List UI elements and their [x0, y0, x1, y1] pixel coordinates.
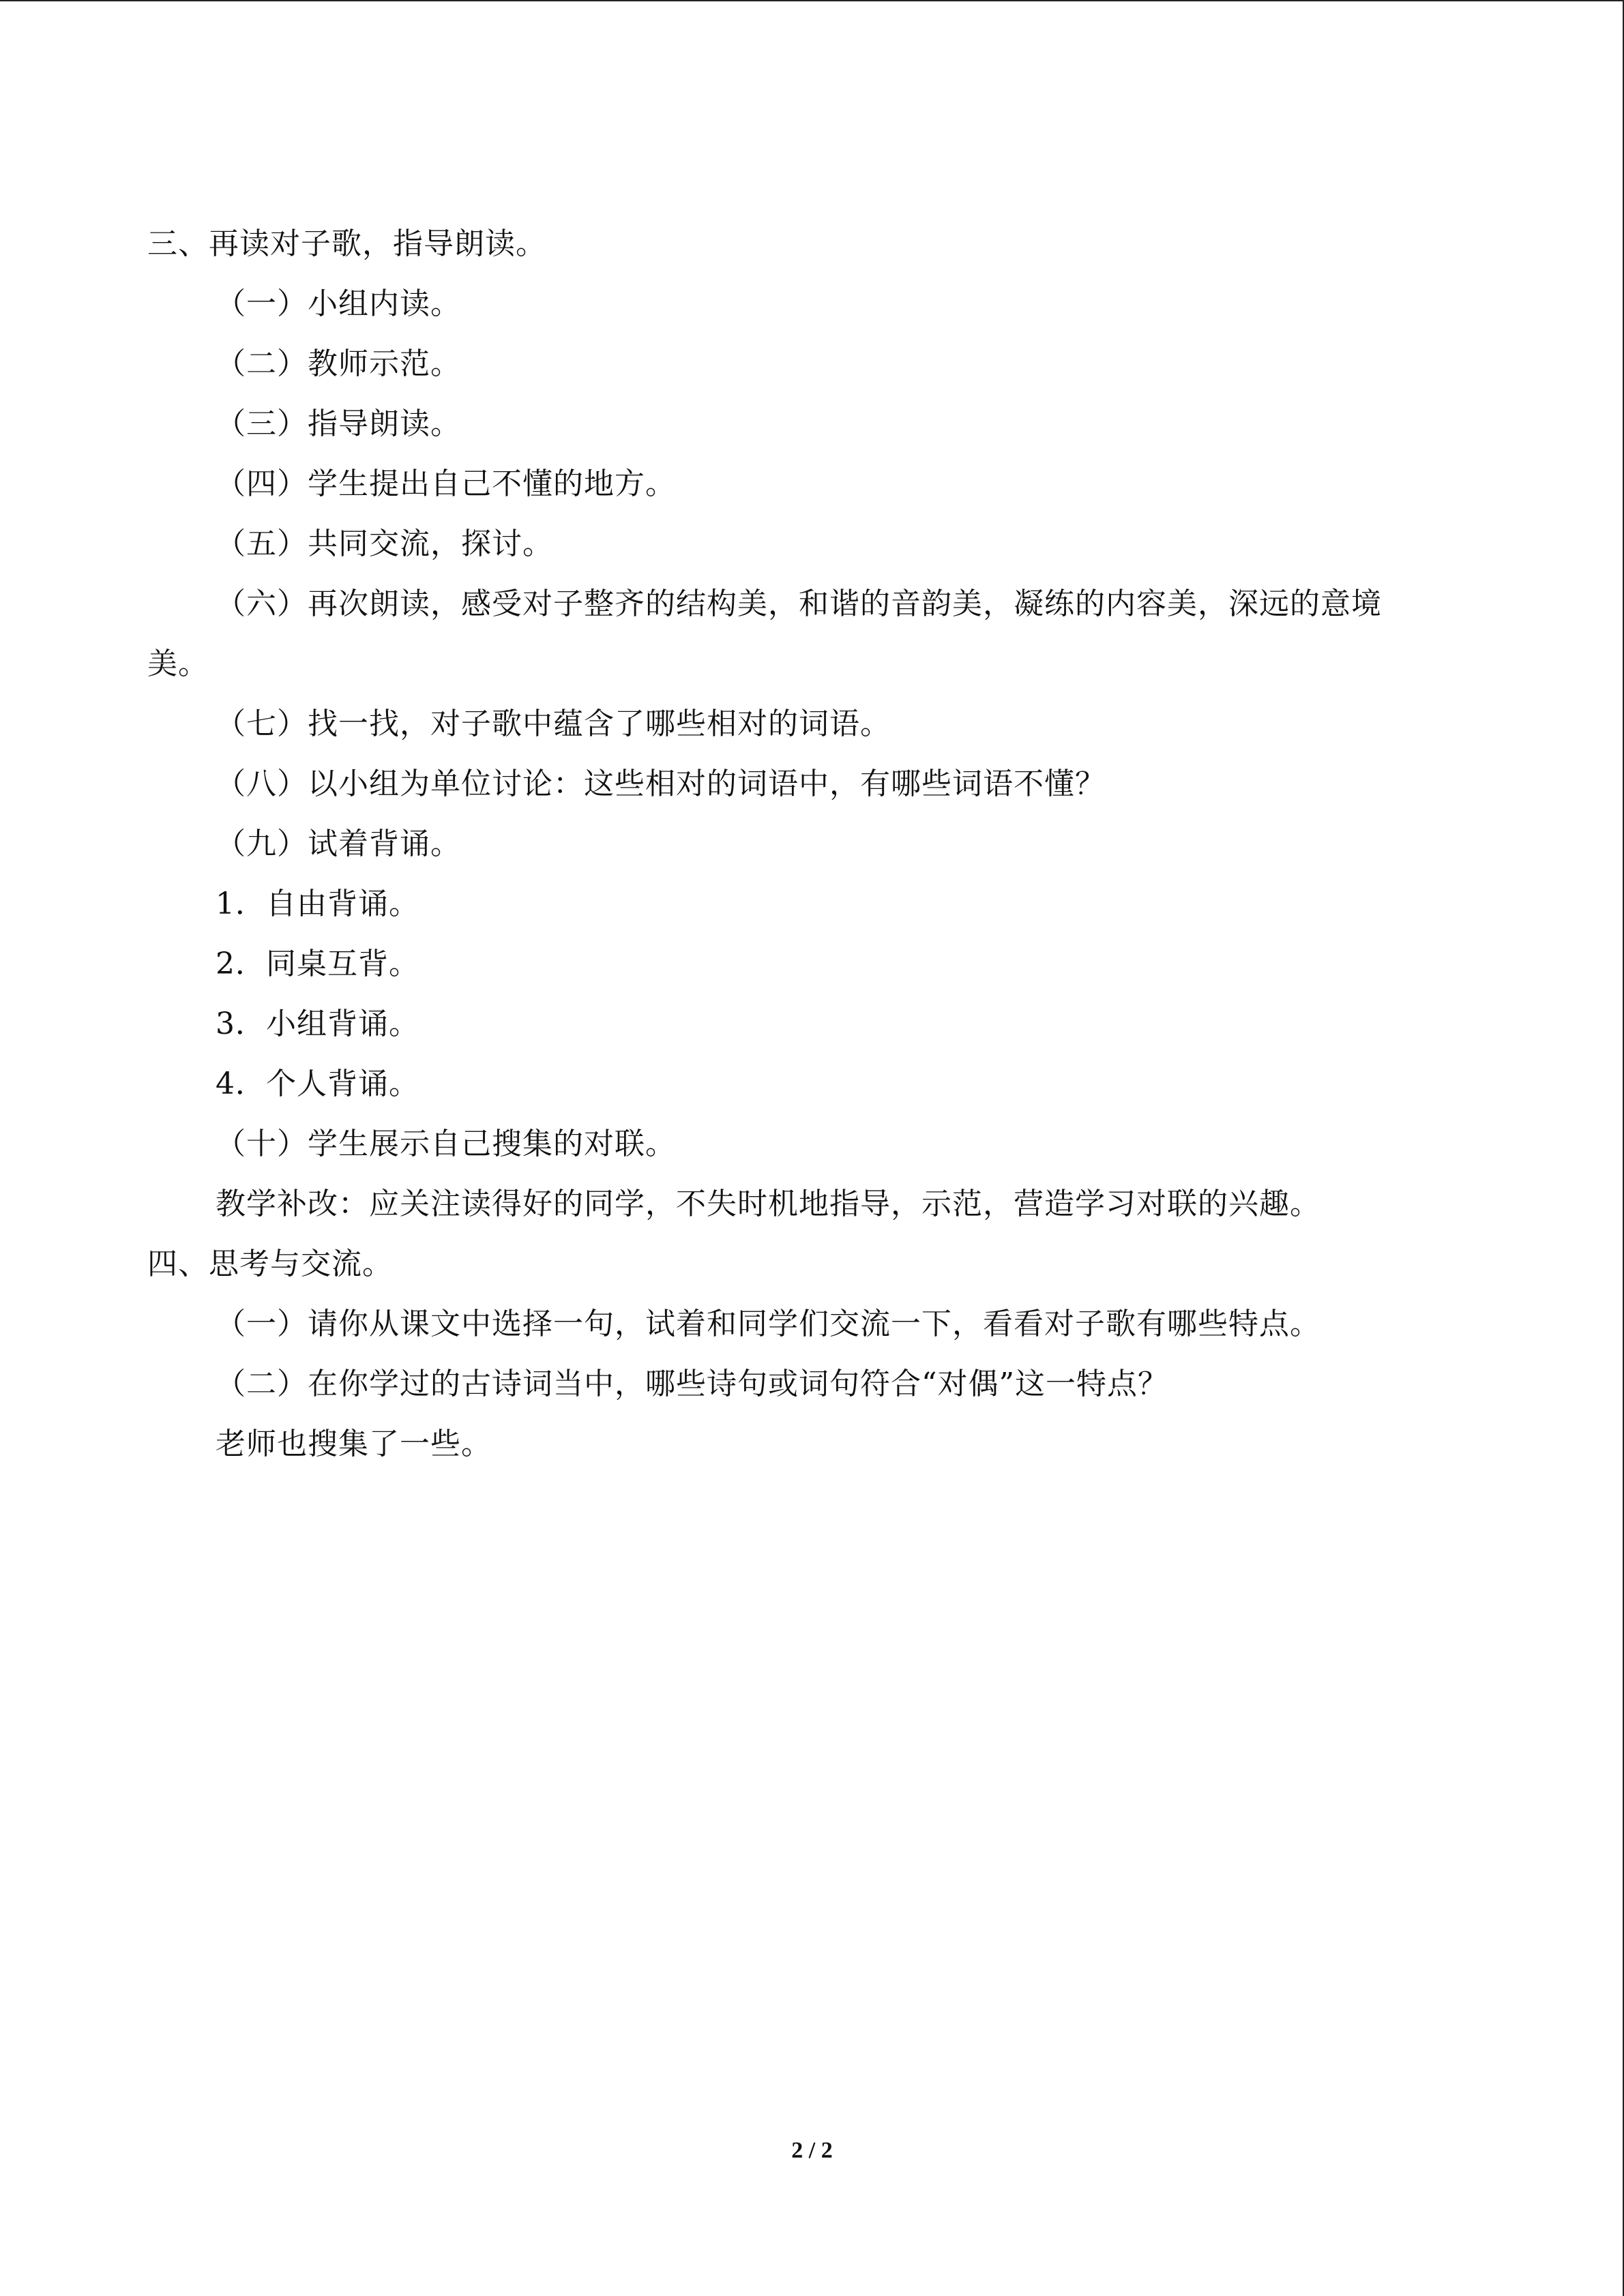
- list-item: （一）小组内读。: [216, 286, 461, 321]
- section-heading-4: 四、思考与交流。: [147, 1247, 393, 1281]
- teaching-note: 教学补改：应关注读得好的同学，不失时机地指导，示范，营造学习对联的兴趣。: [216, 1187, 1320, 1221]
- section-heading-3: 三、再读对子歌，指导朗读。: [147, 226, 546, 261]
- paragraph: 老师也搜集了一些。: [216, 1427, 492, 1461]
- list-item: （二）教师示范。: [216, 346, 461, 381]
- page-number: 2 / 2: [791, 2138, 833, 2163]
- list-item: （二）在你学过的古诗词当中，哪些诗句或词句符合“对偶”这一特点？: [216, 1367, 1168, 1401]
- list-item: （九）试着背诵。: [216, 826, 461, 861]
- list-item: （三）指导朗读。: [216, 406, 461, 441]
- list-item: （十）学生展示自己搜集的对联。: [216, 1127, 676, 1161]
- list-item: （七）找一找，对子歌中蕴含了哪些相对的词语。: [216, 706, 891, 741]
- list-item-continuation: 美。: [147, 646, 209, 681]
- sub-list-item: 3．小组背诵。: [216, 1007, 419, 1041]
- sub-list-item: 4．个人背诵。: [216, 1067, 419, 1101]
- document-body: [147, 214, 1477, 1474]
- list-item: （八）以小组为单位讨论：这些相对的词语中，有哪些词语不懂？: [216, 766, 1106, 801]
- list-item: （五）共同交流，探讨。: [216, 526, 553, 561]
- list-item: （一）请你从课文中选择一句，试着和同学们交流一下，看看对子歌有哪些特点。: [216, 1307, 1320, 1341]
- sub-list-item: 2．同桌互背。: [216, 946, 419, 981]
- list-item: （四）学生提出自己不懂的地方。: [216, 466, 676, 501]
- list-item: （六）再次朗读，感受对子整齐的结构美，和谐的音韵美，凝练的内容美，深远的意境: [216, 586, 1382, 621]
- sub-list-item: 1．自由背诵。: [216, 886, 419, 921]
